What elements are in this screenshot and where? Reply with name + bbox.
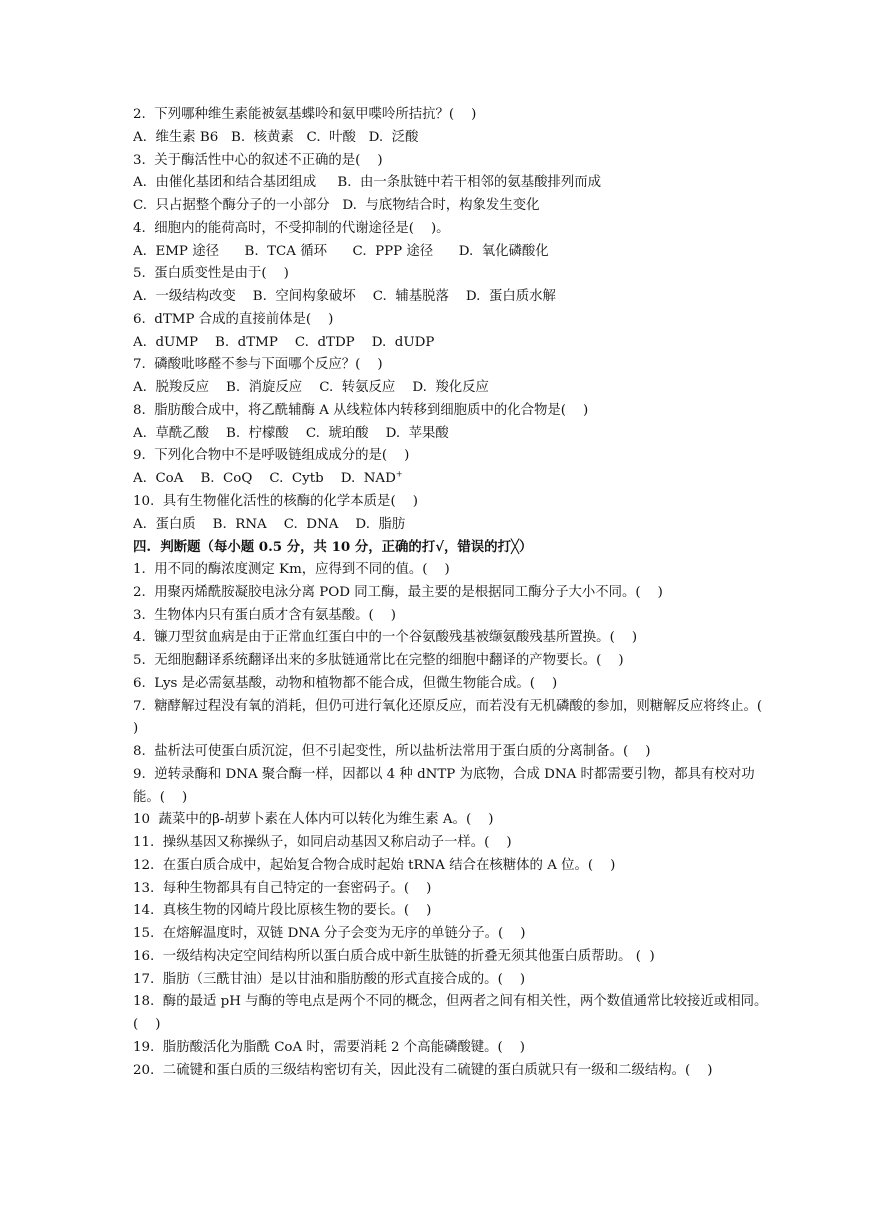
- multiple-choice-tail: [133, 491, 769, 537]
- question-line: 4. 细胞内的能荷高时，不受抑制的代谢途径是( )。: [133, 220, 450, 236]
- true-false-item: 20. 二硫键和蛋白质的三级结构密切有关，因此没有二硫键的蛋白质就只有一级和二级结构。( ): [133, 1062, 713, 1078]
- true-false-item: 19. 脂肪酸活化为脂酰 CoA 时，需要消耗 2 个高能磷酸键。( ): [133, 1039, 526, 1055]
- true-false-item: 11. 操纵基因又称操纵子，如同启动基因又称启动子一样。( ): [133, 835, 512, 850]
- question-line: A. 维生素 B6 B. 核黄素 C. 叶酸 D. 泛酸: [133, 129, 419, 145]
- true-false-item: 17. 脂肪（三酰甘油）是以甘油和脂肪酸的形式直接合成的。( ): [133, 971, 526, 987]
- true-false-item: 8. 盐析法可使蛋白质沉淀，但不引起变性，所以盐析法常用于蛋白质的分离制备。( ): [133, 744, 651, 759]
- true-false-item: 18. 酶的最适 pH 与酶的等电点是两个不同的概念，但两者之间有相关性，两个数值通常比较接近或相同。( ): [133, 994, 768, 1032]
- q9-options-text: A. CoA B. CoQ C. Cytb D. NAD: [133, 471, 396, 486]
- question-line: A. EMP 途径 B. TCA 循环 C. PPP 途径 D. 氧化磷酸化: [133, 243, 549, 259]
- true-false-item: 4. 镰刀型贫血病是由于正常血红蛋白中的一个谷氨酸残基被缬氨酸残基所置换。( ): [133, 630, 638, 646]
- true-false-item: 3. 生物体内只有蛋白质才含有氨基酸。( ): [133, 607, 397, 623]
- true-false-item: 2. 用聚丙烯酰胺凝胶电泳分离 POD 同工酶，最主要的是根据同工酶分子大小不同。( ): [133, 584, 663, 600]
- question-line: 5. 蛋白质变性是由于( ): [133, 266, 289, 282]
- question-line: 8. 脂肪酸合成中，将乙酰辅酶 A 从线粒体内转移到细胞质中的化合物是( ): [133, 402, 589, 418]
- q9-options-line: [133, 468, 769, 491]
- true-false-item: 13. 每种生物都具有自己特定的一套密码子。( ): [133, 880, 432, 896]
- true-false-section: [133, 559, 780, 1082]
- true-false-item: 1. 用不同的酶浓度测定 Km，应得到不同的值。( ): [133, 562, 450, 577]
- true-false-item: 16. 一级结构决定空间结构所以蛋白质合成中新生肽链的折叠无须其他蛋白质帮助。 ( ): [133, 948, 655, 964]
- true-false-item: 7. 糖酵解过程没有氧的消耗，但仍可进行氧化还原反应，而若没有无机磷酸的参加，则糖解反应将终止。( ): [133, 698, 780, 737]
- true-false-item: 9. 逆转录酶和 DNA 聚合酶一样，因都以 4 种 dNTP 为底物，合成 DNA 时都需要引物，都具有校对功能。( ): [133, 766, 755, 805]
- question-line: 3. 关于酶活性中心的叙述不正确的是( ): [133, 152, 383, 168]
- question-line: 2. 下列哪种维生素能被氨基蝶呤和氨甲喋呤所拮抗？( ): [133, 107, 477, 122]
- question-line: 10. 具有生物催化活性的核酶的化学本质是( ): [133, 493, 418, 509]
- question-line: 7. 磷酸吡哆醛不参与下面哪个反应？( ): [133, 357, 383, 373]
- question-line: A. 一级结构改变 B. 空间构象破坏 C. 辅基脱落 D. 蛋白质水解: [133, 289, 556, 304]
- question-line: 9. 下列化合物中不是呼吸链组成成分的是( ): [133, 448, 410, 464]
- nad-superscript: +: [395, 469, 403, 479]
- true-false-item: 6. Lys 是必需氨基酸，动物和植物都不能合成，但微生物能合成。( ): [133, 675, 558, 691]
- multiple-choice-section: [133, 104, 769, 468]
- true-false-item: 12. 在蛋白质合成中，起始复合物合成时起始 tRNA 结合在核糖体的 A 位。( ): [133, 857, 616, 873]
- question-line: A. 草酰乙酸 B. 柠檬酸 C. 琥珀酸 D. 苹果酸: [133, 425, 449, 441]
- question-line: C. 只占据整个酶分子的一小部分 D. 与底物结合时，构象发生变化: [133, 198, 540, 213]
- true-false-item: 5. 无细胞翻译系统翻译出来的多肽链通常比在完整的细胞中翻译的产物要长。( ): [133, 653, 624, 668]
- question-line: A. dUMP B. dTMP C. dTDP D. dUDP: [133, 334, 435, 350]
- section-heading-true-false: 四. 判断题（每小题 0.5 分，共 10 分，正确的打√，错误的打╳）: [133, 539, 533, 556]
- question-line: A. 由催化基团和结合基团组成 B. 由一条肽链中若干相邻的氨基酸排列而成: [133, 175, 602, 191]
- true-false-item: 15. 在熔解温度时，双链 DNA 分子会变为无序的单链分子。( ): [133, 926, 526, 941]
- true-false-item: 14. 真核生物的冈崎片段比原核生物的要长。( ): [133, 903, 432, 919]
- question-line: 6. dTMP 合成的直接前体是( ): [133, 311, 334, 327]
- question-line: A. 蛋白质 B. RNA C. DNA D. 脂肪: [133, 516, 406, 532]
- true-false-item: 10 蔬菜中的β-胡萝卜素在人体内可以转化为维生素 A。( ): [133, 812, 494, 828]
- question-line: A. 脱羧反应 B. 消旋反应 C. 转氨反应 D. 羧化反应: [133, 380, 489, 395]
